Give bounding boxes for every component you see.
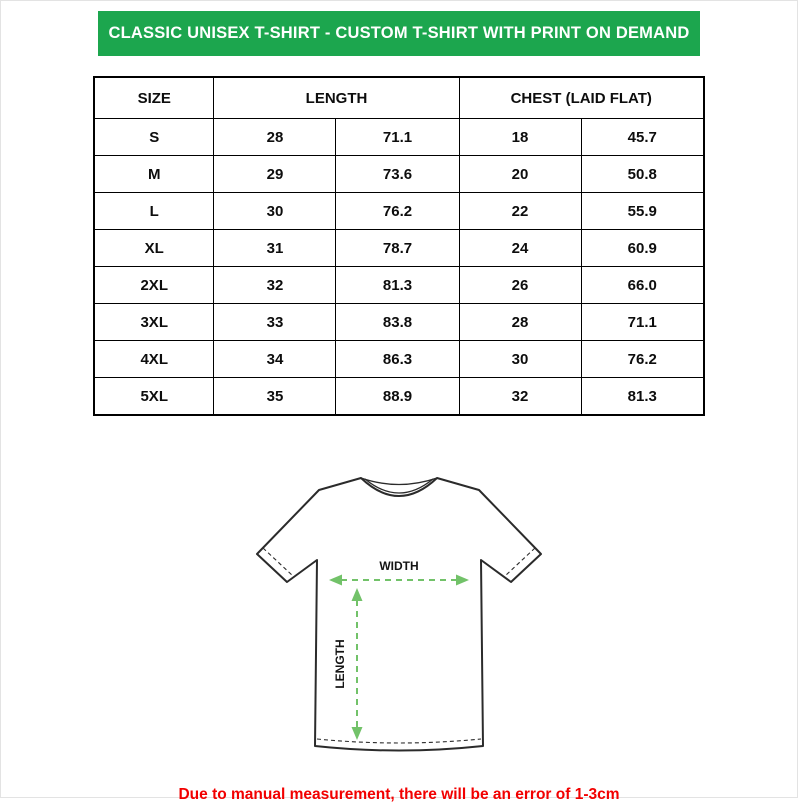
- length-in-cell: 34: [214, 341, 336, 378]
- length-in-cell: 30: [214, 193, 336, 230]
- length-in-cell: 31: [214, 230, 336, 267]
- table-row: [94, 341, 704, 378]
- col-header-length: LENGTH: [214, 77, 459, 119]
- table-row: [94, 378, 704, 416]
- size-cell: XL: [94, 230, 214, 267]
- chest-cm-cell: 81.3: [581, 378, 704, 416]
- tshirt-measurement-diagram: [1, 460, 797, 770]
- size-cell: L: [94, 193, 214, 230]
- size-cell: M: [94, 156, 214, 193]
- table-row: [94, 230, 704, 267]
- chest-cm-cell: 66.0: [581, 267, 704, 304]
- width-label: WIDTH: [379, 559, 419, 573]
- chest-in-cell: 18: [459, 119, 581, 156]
- length-cm-cell: 73.6: [336, 156, 459, 193]
- length-cm-cell: 76.2: [336, 193, 459, 230]
- chest-cm-cell: 45.7: [581, 119, 704, 156]
- length-cm-cell: 71.1: [336, 119, 459, 156]
- col-header-size: SIZE: [94, 77, 214, 119]
- length-in-cell: 33: [214, 304, 336, 341]
- length-cm-cell: 83.8: [336, 304, 459, 341]
- chest-cm-cell: 76.2: [581, 341, 704, 378]
- length-in-cell: 29: [214, 156, 336, 193]
- length-in-cell: 35: [214, 378, 336, 416]
- chest-in-cell: 32: [459, 378, 581, 416]
- chest-in-cell: 28: [459, 304, 581, 341]
- measurement-note: Due to manual measurement, there will be an error of 1-3cm: [178, 786, 620, 803]
- length-cm-cell: 81.3: [336, 267, 459, 304]
- chest-in-cell: 22: [459, 193, 581, 230]
- chest-cm-cell: 55.9: [581, 193, 704, 230]
- size-cell: 4XL: [94, 341, 214, 378]
- length-cm-cell: 88.9: [336, 378, 459, 416]
- tshirt-outline: [257, 478, 541, 751]
- chest-in-cell: 26: [459, 267, 581, 304]
- table-row: [94, 267, 704, 304]
- chest-in-cell: 30: [459, 341, 581, 378]
- col-header-chest: CHEST (LAID FLAT): [459, 77, 704, 119]
- chest-in-cell: 24: [459, 230, 581, 267]
- length-cm-cell: 86.3: [336, 341, 459, 378]
- table-row: [94, 119, 704, 156]
- size-cell: 3XL: [94, 304, 214, 341]
- length-in-cell: 28: [214, 119, 336, 156]
- size-cell: 2XL: [94, 267, 214, 304]
- length-in-cell: 32: [214, 267, 336, 304]
- size-cell: 5XL: [94, 378, 214, 416]
- length-label: LENGTH: [333, 639, 347, 689]
- title-banner: [98, 11, 700, 56]
- size-chart-table: [93, 76, 705, 416]
- table-header-row: [94, 77, 704, 119]
- chest-cm-cell: 71.1: [581, 304, 704, 341]
- table-row: [94, 156, 704, 193]
- chest-in-cell: 20: [459, 156, 581, 193]
- tshirt-illustration: [249, 460, 549, 770]
- chest-cm-cell: 50.8: [581, 156, 704, 193]
- back-collar-line: [361, 478, 437, 485]
- length-cm-cell: 78.7: [336, 230, 459, 267]
- table-row: [94, 304, 704, 341]
- size-cell: S: [94, 119, 214, 156]
- chest-cm-cell: 60.9: [581, 230, 704, 267]
- table-row: [94, 193, 704, 230]
- page-title: CLASSIC UNISEX T-SHIRT - CUSTOM T-SHIRT WITH PRINT ON DEMAND: [108, 24, 690, 42]
